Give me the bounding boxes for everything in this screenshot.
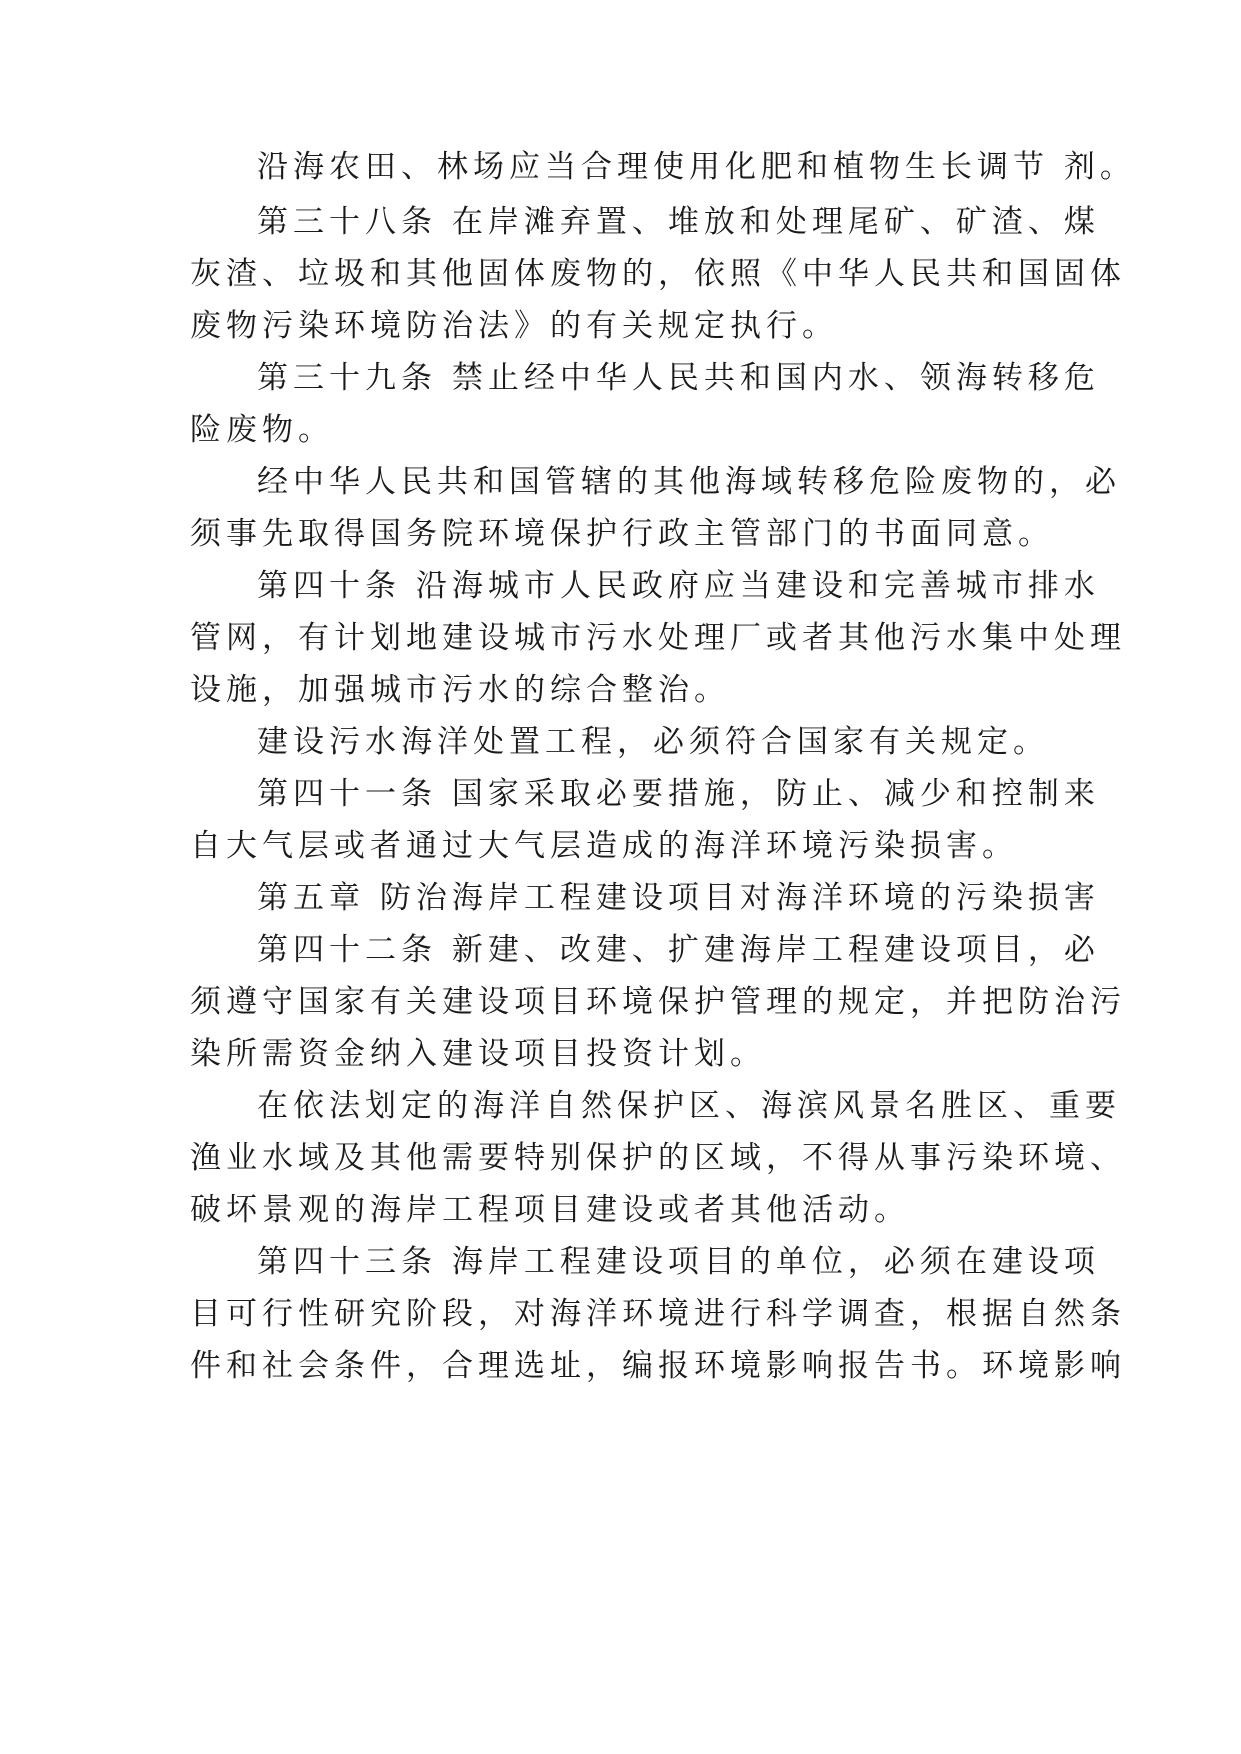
text-line: 须遵守国家有关建设项目环境保护管理的规定，并把防治污 (190, 984, 1126, 1020)
text-line: 险废物。 (190, 412, 334, 448)
text-line: 管网，有计划地建设城市污水处理厂或者其他污水集中处理 (190, 620, 1126, 656)
article-heading-line: 第四十二条 新建、改建、扩建海岸工程建设项目，必 (257, 932, 1100, 968)
text-line: 废物污染环境防治法》的有关规定执行。 (190, 308, 838, 344)
text-line: 件和社会条件，合理选址，编报环境影响报告书。环境影响 (190, 1348, 1126, 1384)
text-line: 设施，加强城市污水的综合整治。 (190, 672, 730, 708)
text-line: 经中华人民共和国管辖的其他海域转移危险废物的，必 (257, 464, 1121, 500)
text-line: 破坏景观的海岸工程项目建设或者其他活动。 (190, 1192, 910, 1228)
text-line: 目可行性研究阶段，对海洋环境进行科学调查，根据自然条 (190, 1296, 1126, 1332)
text-line: 在依法划定的海洋自然保护区、海滨风景名胜区、重要 (257, 1088, 1121, 1124)
article-heading-line: 第四十三条 海岸工程建设项目的单位，必须在建设项 (257, 1244, 1100, 1280)
article-heading-line: 第三十九条 禁止经中华人民共和国内水、领海转移危 (257, 360, 1100, 396)
chapter-heading: 第五章 防治海岸工程建设项目对海洋环境的污染损害 (257, 880, 1100, 916)
article-heading-line: 第四十条 沿海城市人民政府应当建设和完善城市排水 (257, 568, 1100, 604)
text-line: 建设污水海洋处置工程，必须符合国家有关规定。 (257, 724, 1049, 760)
article-heading-line: 第三十八条 在岸滩弃置、堆放和处理尾矿、矿渣、煤 (257, 204, 1100, 240)
text-line: 自大气层或者通过大气层造成的海洋环境污染损害。 (190, 828, 1018, 864)
text-line: 渔业水域及其他需要特别保护的区域，不得从事污染环境、 (190, 1140, 1126, 1176)
text-line: 灰渣、垃圾和其他固体废物的，依照《中华人民共和国固体 (190, 256, 1126, 292)
article-heading-line: 第四十一条 国家采取必要措施，防止、减少和控制来 (257, 776, 1100, 812)
text-line: 须事先取得国务院环境保护行政主管部门的书面同意。 (190, 516, 1054, 552)
text-line: 沿海农田、林场应当合理使用化肥和植物生长调节 剂。 (257, 149, 1136, 185)
text-line: 染所需资金纳入建设项目投资计划。 (190, 1036, 766, 1072)
